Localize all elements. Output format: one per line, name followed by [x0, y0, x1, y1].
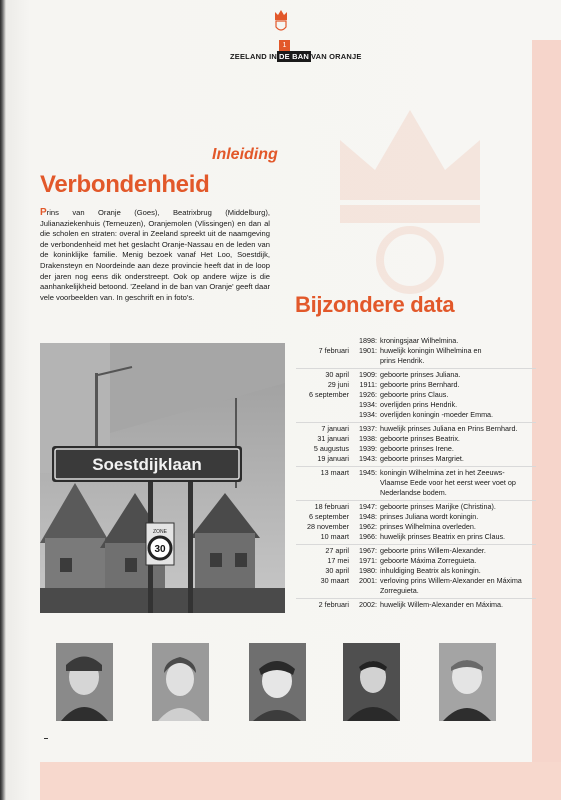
- timeline-event: inhuldiging Beatrix als koningin.: [380, 566, 481, 575]
- timeline-year: 2002:: [359, 600, 377, 609]
- timeline-row: [296, 566, 536, 576]
- timeline-event: geboorte prinses Marijke (Christina).: [380, 502, 496, 511]
- intro-text: rins van Oranje (Goes), Beatrixbrug (Middelburg), Julianaziekenhuis (Terneuzen), Oranjemolen (Vlissingen) en dan al die scholen en straten: overal in Zeeland spreekt uit de naamgeving de verbondenheid met het geslacht Oranje-Nassau en de leden van de koninklijke familie. Menig bezoek vanaf Het Loo, Soestdijk, Drakensteyn en Noordeinde aan deze provincie heeft dat in de loop der jaren nog eens dik onderstreept. Ook op andere wijze is die aanhankelijkheid betoond. 'Zeeland in de ban van Oranje' geeft daar vele voorbeelden van. In geschrift en in foto's.: [40, 208, 270, 302]
- timeline-date: 7 februari: [318, 346, 349, 355]
- timeline-year: 1939:: [359, 444, 377, 453]
- article-title: Verbondenheid: [40, 171, 210, 198]
- timeline-event: huwelijk prinses Juliana en Prins Bernhard.: [380, 424, 518, 433]
- timeline-date: 2 februari: [318, 600, 349, 609]
- timeline-date: 28 november: [307, 522, 349, 531]
- timeline-year: 2001:: [359, 576, 377, 585]
- timeline-date: 30 maart: [320, 576, 349, 585]
- timeline-row: [296, 532, 536, 542]
- portrait-photo: [249, 643, 306, 721]
- timeline-date: [296, 336, 352, 346]
- timeline-event: geboorte prinses Irene.: [380, 444, 454, 453]
- timeline-date: [296, 356, 352, 366]
- portrait-photo: [343, 643, 400, 721]
- timeline-year: 1898:: [359, 336, 377, 345]
- page-number: 1: [279, 40, 290, 51]
- timeline-year: 1909:: [359, 370, 377, 379]
- timeline-date: 30 april: [325, 566, 349, 575]
- timeline-year: 1945:: [359, 468, 377, 477]
- timeline-row: [296, 488, 536, 498]
- crown-watermark-icon: [300, 80, 520, 300]
- timeline-date: [296, 488, 352, 498]
- timeline-row: [296, 444, 536, 454]
- timeline-event: huwelijk prinses Beatrix en prins Claus.: [380, 532, 506, 541]
- timeline-year: 1966:: [359, 532, 377, 541]
- timeline-event: kroningsjaar Wilhelmina.: [380, 336, 459, 345]
- timeline-date: 6 september: [309, 512, 349, 521]
- timeline-event: verloving prins Willem-Alexander en Máxima: [380, 576, 522, 585]
- timeline-row: [296, 478, 536, 488]
- timeline-row: [296, 586, 536, 596]
- timeline-date: 10 maart: [320, 532, 349, 541]
- timeline-date: 17 mei: [327, 556, 349, 565]
- portrait-photo: [439, 643, 496, 721]
- timeline-row: [296, 400, 536, 410]
- timeline-row: [296, 454, 536, 464]
- timeline-year: 1947:: [359, 502, 377, 511]
- royal-crest-icon: [272, 8, 290, 34]
- timeline-row: [296, 512, 536, 522]
- timeline-event: huwelijk Willem-Alexander en Máxima.: [380, 600, 504, 609]
- timeline-row: [296, 346, 536, 356]
- timeline-year: 1967:: [359, 546, 377, 555]
- header-middle: DE BAN: [279, 51, 309, 61]
- timeline-event: koningin Wilhelmina zet in het Zeeuws-: [380, 468, 505, 477]
- timeline-date: [296, 586, 352, 596]
- timeline-event: geboorte prinses Margriet.: [380, 454, 464, 463]
- timeline-year: [352, 488, 377, 498]
- timeline-date: 7 januari: [321, 424, 349, 433]
- timeline-row: [296, 356, 536, 366]
- timeline-year: 1937:: [359, 424, 377, 433]
- timeline-date: [296, 478, 352, 488]
- decorative-bottom-band: [40, 762, 561, 800]
- header-left: ZEELAND IN: [230, 51, 277, 61]
- timeline-date: 6 september: [309, 390, 349, 399]
- timeline-row: [296, 368, 536, 380]
- timeline-row: [296, 522, 536, 532]
- timeline-year: 1948:: [359, 512, 377, 521]
- timeline-date: 5 augustus: [313, 444, 349, 453]
- timeline-year: 1911:: [359, 380, 377, 389]
- section-label: Inleiding: [212, 146, 278, 163]
- timeline-row: [296, 380, 536, 390]
- timeline-year: 1980:: [359, 566, 377, 575]
- dates-title: Bijzondere data: [295, 292, 455, 317]
- timeline-date: 19 januari: [317, 454, 349, 463]
- timeline-year: [352, 356, 377, 366]
- timeline-event: Zorreguieta.: [380, 586, 419, 595]
- timeline-event: prins Hendrik.: [380, 356, 425, 365]
- timeline-row: [296, 544, 536, 556]
- timeline-row: [296, 410, 536, 420]
- timeline-date: 29 juni: [327, 380, 349, 389]
- speed-limit-label: 30: [154, 544, 166, 555]
- timeline-row: [296, 466, 536, 478]
- timeline-event: geboorte prins Willem-Alexander.: [380, 546, 486, 555]
- timeline-event: geboorte prins Claus.: [380, 390, 449, 399]
- timeline-date: [296, 400, 352, 410]
- timeline-event: Vlaamse Eede voor het eerst weer voet op: [380, 478, 516, 487]
- timeline-event: prinses Juliana wordt koningin.: [380, 512, 479, 521]
- timeline-year: 1934:: [359, 410, 377, 419]
- page-mark: [44, 738, 48, 739]
- timeline-year: 1943:: [359, 454, 377, 463]
- timeline-event: geboorte prinses Juliana.: [380, 370, 461, 379]
- timeline-row: [296, 500, 536, 512]
- timeline-date: 30 april: [325, 370, 349, 379]
- timeline-date: 13 maart: [320, 468, 349, 477]
- timeline-event: geboorte prinses Beatrix.: [380, 434, 460, 443]
- timeline-row: [296, 336, 536, 346]
- decorative-right-band: [532, 40, 561, 800]
- timeline-year: 1934:: [359, 400, 377, 409]
- header-right: VAN ORANJE: [310, 51, 362, 61]
- drop-cap: P: [40, 207, 47, 218]
- timeline-date: 27 april: [325, 546, 349, 555]
- timeline-date: [296, 410, 352, 420]
- timeline-year: [352, 478, 377, 488]
- timeline-event: geboorte Máxima Zorreguieta.: [380, 556, 477, 565]
- timeline-event: overlijden koningin -moeder Emma.: [380, 410, 494, 419]
- portrait-photo: [56, 643, 113, 721]
- timeline-event: prinses Wilhelmina overleden.: [380, 522, 476, 531]
- timeline-row: [296, 556, 536, 566]
- timeline-row: [296, 434, 536, 444]
- timeline-year: [352, 586, 377, 596]
- timeline-year: 1926:: [359, 390, 377, 399]
- intro-paragraph: [40, 208, 270, 303]
- timeline-event: overlijden prins Hendrik.: [380, 400, 458, 409]
- street-sign-photo: [40, 343, 285, 613]
- timeline-event: Nederlandse bodem.: [380, 488, 447, 497]
- running-header: [230, 50, 362, 62]
- portrait-strip: [56, 643, 496, 721]
- timeline-event: geboorte prins Bernhard.: [380, 380, 460, 389]
- timeline-row: [296, 390, 536, 400]
- timeline-date: 18 februari: [314, 502, 349, 511]
- timeline-date: 31 januari: [317, 434, 349, 443]
- timeline-year: 1962:: [359, 522, 377, 531]
- portrait-photo: [152, 643, 209, 721]
- timeline-year: 1938:: [359, 434, 377, 443]
- timeline-year: 1971:: [359, 556, 377, 565]
- street-name-label: Soestdijklaan: [92, 455, 202, 474]
- timeline-row: [296, 598, 536, 610]
- zone-label: ZONE: [153, 529, 167, 535]
- timeline-row: [296, 576, 536, 586]
- timeline-year: 1901:: [359, 346, 377, 355]
- timeline-list: [296, 336, 536, 610]
- timeline-event: huwelijk koningin Wilhelmina en: [380, 346, 482, 355]
- timeline-row: [296, 422, 536, 434]
